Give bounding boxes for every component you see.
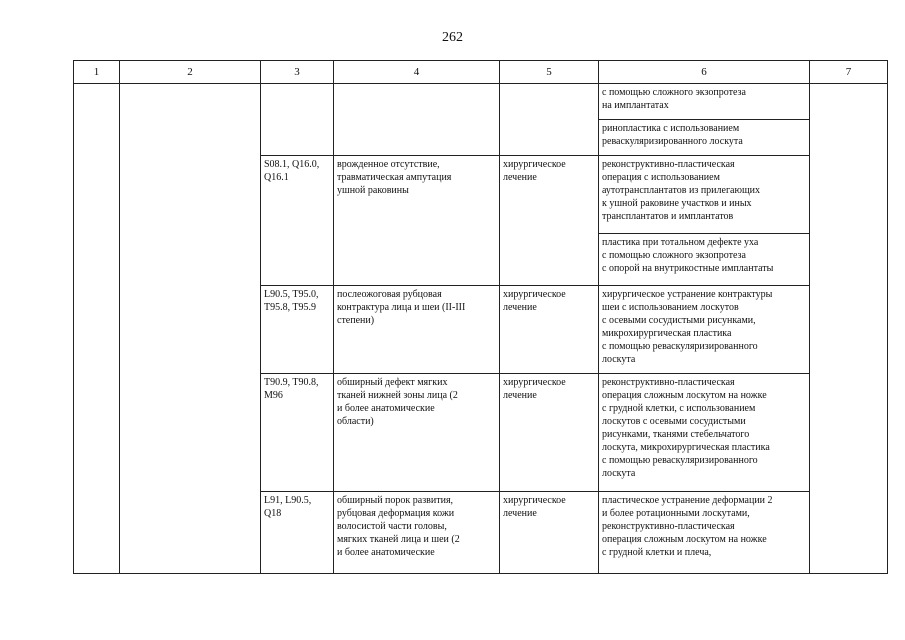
col1-cell (74, 84, 120, 574)
method-cell: пластика при тотальном дефекте уха с помощью сложного экзопротеза с опорой на внутрикостные имплантаты (599, 234, 810, 286)
column-header-4: 4 (334, 61, 500, 84)
condition-cell (334, 84, 500, 156)
codes-cell: T90.9, T90.8, M96 (261, 374, 334, 492)
method-cell: ринопластика с использованием реваскуляризированного лоскута (599, 120, 810, 156)
condition-cell: обширный дефект мягких тканей нижней зоны лица (2 и более анатомические области) (334, 374, 500, 492)
table-row (74, 84, 888, 120)
page-number: 262 (442, 30, 463, 45)
col2-cell (120, 84, 261, 574)
condition-cell: обширный порок развития, рубцовая деформация кожи волосистой части головы, мягких тканей лица и шеи (2 и более анатомические (334, 492, 500, 574)
column-header-3: 3 (261, 61, 334, 84)
column-header-1: 1 (74, 61, 120, 84)
codes-cell: S08.1, Q16.0, Q16.1 (261, 156, 334, 286)
column-header-5: 5 (500, 61, 599, 84)
treatment-cell: хирургическое лечение (500, 156, 599, 286)
column-number-row (74, 61, 888, 84)
treatment-cell (500, 84, 599, 156)
method-cell: хирургическое устранение контрактуры шеи с использованием лоскутов с осевыми сосудистыми рисунками, микрохирургическая пластика с помощью реваскуляризированного лоскута (599, 286, 810, 374)
condition-cell: послеожоговая рубцовая контрактура лица и шеи (II-III степени) (334, 286, 500, 374)
codes-cell: L90.5, T95.0, T95.8, T95.9 (261, 286, 334, 374)
method-cell: реконструктивно-пластическая операция с использованием аутотрансплантатов из прилегающих к ушной раковине участков и иных трансплантатов и имплантатов (599, 156, 810, 234)
treatment-cell: хирургическое лечение (500, 492, 599, 574)
medical-procedures-table (73, 60, 888, 574)
codes-cell: L91, L90.5, Q18 (261, 492, 334, 574)
codes-cell (261, 84, 334, 156)
treatment-cell: хирургическое лечение (500, 374, 599, 492)
method-cell: с помощью сложного экзопротеза на имплантатах (599, 84, 810, 120)
method-cell: пластическое устранение деформации 2 и более ротационными лоскутами, реконструктивно-пластическая операция сложным лоскутом на ножке с грудной клетки и плеча, (599, 492, 810, 574)
column-header-7: 7 (810, 61, 888, 84)
column-header-2: 2 (120, 61, 261, 84)
condition-cell: врожденное отсутствие, травматическая ампутация ушной раковины (334, 156, 500, 286)
col7-cell (810, 84, 888, 574)
method-cell: реконструктивно-пластическая операция сложным лоскутом на ножке с грудной клетки, с использованием лоскутов с осевыми сосудистыми рисунками, тканями стебельчатого лоскута, микрохирургическая пластика с помощью реваскуляризированного лоскута (599, 374, 810, 492)
treatment-cell: хирургическое лечение (500, 286, 599, 374)
column-header-6: 6 (599, 61, 810, 84)
